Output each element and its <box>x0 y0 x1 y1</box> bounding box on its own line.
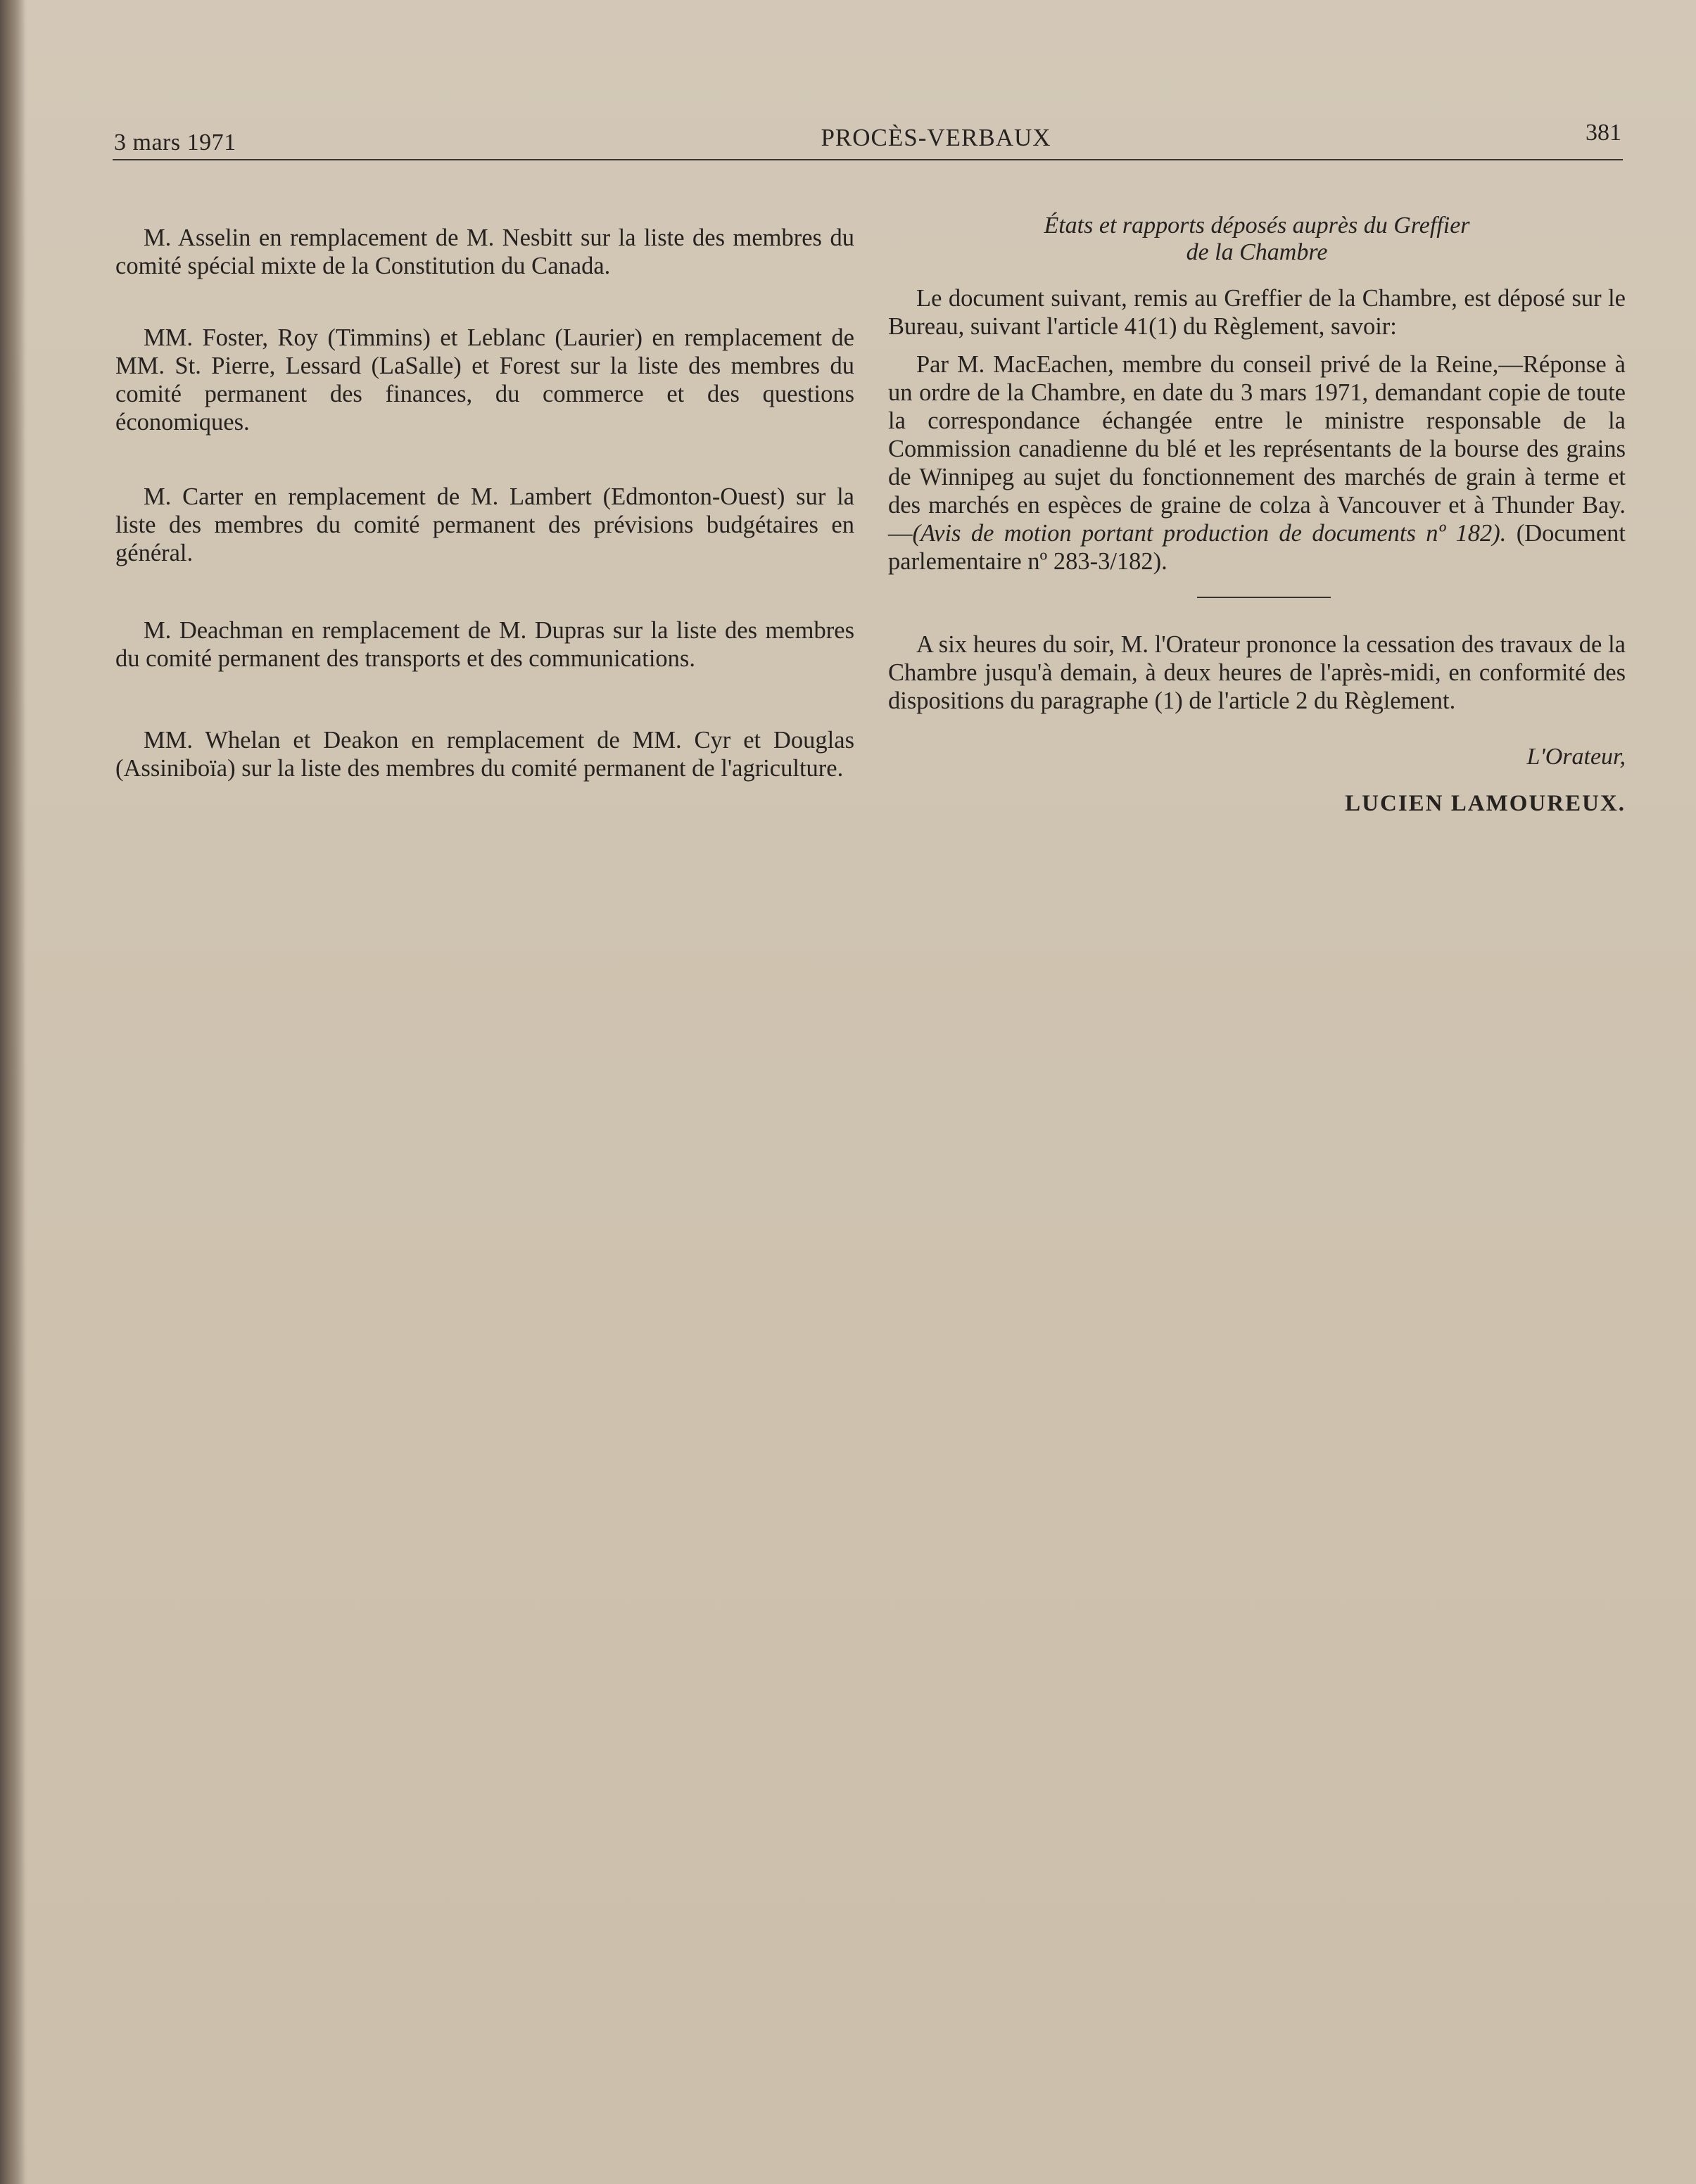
document-text: Par M. MacEachen, membre du conseil privé de la Reine,—Réponse à un ordre de la Chambre, en date du 3 mars 1971, demandant copie de toute la correspondance échangée entre le ministre responsable de la Commission canadienne du blé et les représentants de la bourse des grains de Winnipeg au sujet du fonctionnement des marchés de grain à terme et des marchés en espèces de graine de colza à Vancouver et à Thunder Bay.— <box>888 351 1626 547</box>
signature-name: LUCIEN LAMOUREUX. <box>1345 791 1626 816</box>
separator-rule <box>1197 597 1331 598</box>
section-heading <box>888 212 1626 266</box>
paragraph-carter: M. Carter en remplacement de M. Lambert (Edmonton-Ouest) sur la liste des membres du comité permanent des prévisions budgétaires en général. <box>115 483 854 566</box>
binding-edge <box>0 0 25 2184</box>
paragraph-foster: MM. Foster, Roy (Timmins) et Leblanc (Laurier) en remplacement de MM. St. Pierre, Lessard (LaSalle) et Forest sur la liste des membres du comité permanent des finances, du commerce et des questions économiques. <box>115 324 854 436</box>
document-motion: (Avis de motion portant production de documents nº 182). <box>912 520 1507 547</box>
page-number: 381 <box>1586 120 1621 146</box>
paragraph-whelan: MM. Whelan et Deakon en remplacement de MM. Cyr et Douglas (Assiniboïa) sur la liste des membres du comité permanent de l'agriculture. <box>115 727 854 782</box>
section-heading-line2: de la Chambre <box>1186 239 1328 265</box>
page-header <box>113 120 1623 162</box>
paragraph-asselin: M. Asselin en remplacement de M. Nesbitt sur la liste des membres du comité spécial mixte de la Constitution du Canada. <box>115 224 854 279</box>
paragraph-adjournment: A six heures du soir, M. l'Orateur prononce la cessation des travaux de la Chambre jusqu'à demain, à deux heures de l'après-midi, en conformité des dispositions du paragraphe (1) de l'article 2 du Règlement. <box>888 631 1626 714</box>
document-reference: (Document parlementaire nº 283-3/182). <box>888 520 1626 575</box>
signature-role: L'Orateur, <box>1526 744 1626 770</box>
header-title: PROCÈS-VERBAUX <box>821 124 1051 151</box>
paragraph-deachman: M. Deachman en remplacement de M. Dupras sur la liste des membres du comité permanent des transports et des communications. <box>115 617 854 672</box>
right-column <box>888 212 1626 818</box>
paragraph-document <box>888 350 1626 576</box>
left-column <box>115 224 854 826</box>
paragraph-intro: Le document suivant, remis au Greffier de la Chambre, est déposé sur le Bureau, suivant l'article 41(1) du Règlement, savoir: <box>888 285 1626 340</box>
header-date: 3 mars 1971 <box>114 129 236 155</box>
section-heading-line1: États et rapports déposés auprès du Greffier <box>1044 212 1470 239</box>
header-rule <box>113 159 1623 160</box>
